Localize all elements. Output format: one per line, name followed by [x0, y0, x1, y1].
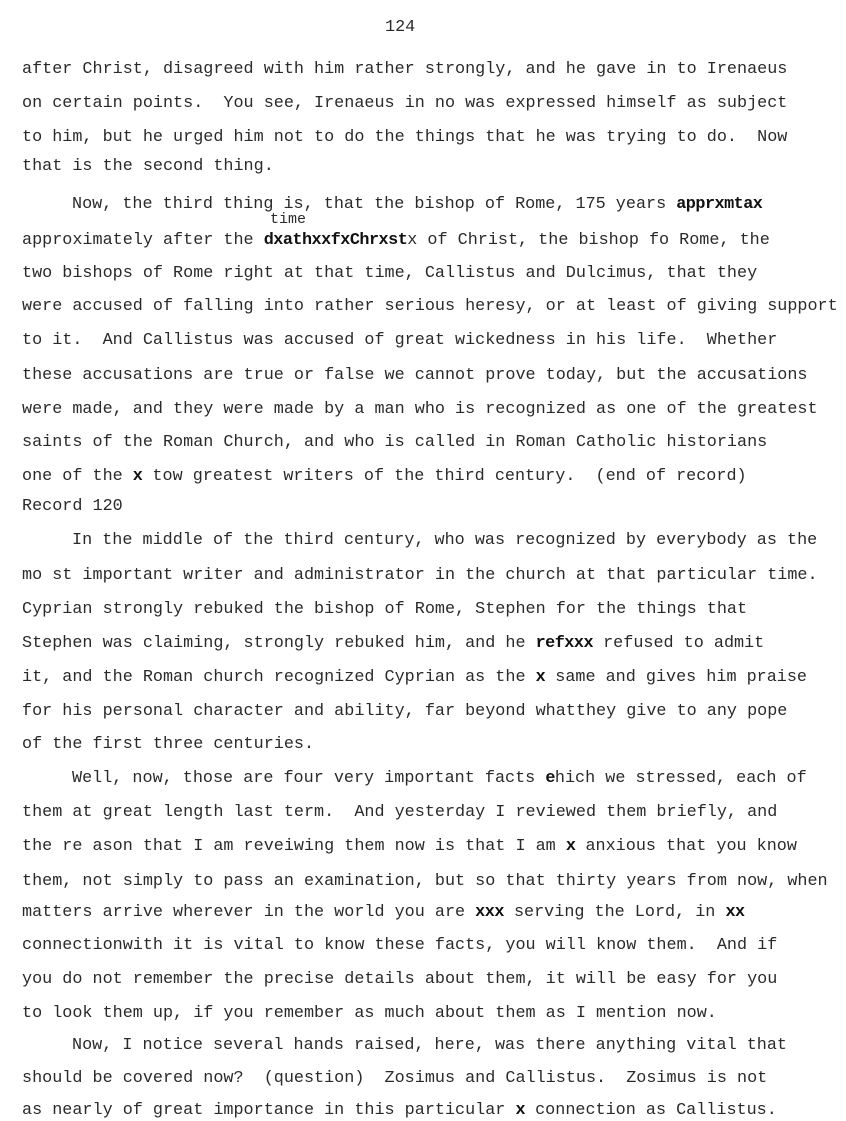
text-line [22, 872, 828, 892]
text-segment: to him, but he urged him not to do the things that he was trying to do. Now [22, 128, 788, 147]
text-segment: tow greatest writers of the third century. (end of record) [142, 467, 747, 486]
text-line [22, 231, 770, 251]
overstruck-text: xxx [475, 903, 504, 922]
text-segment: Well, now, those are four very important facts [72, 769, 546, 788]
text-segment: as nearly of great importance in this particular [22, 1101, 516, 1120]
text-segment: them at great length last term. And yesterday I reviewed them briefly, and [22, 803, 778, 822]
text-segment: it, and the Roman church recognized Cyprian as the [22, 668, 536, 687]
text-segment: to look them up, if you remember as much about them as I mention now. [22, 1004, 717, 1023]
text-segment: to it. And Callistus was accused of great wickedness in his life. Whether [22, 331, 778, 350]
text-line [22, 331, 777, 351]
text-line [22, 1069, 767, 1089]
text-segment: saints of the Roman Church, and who is called in Roman Catholic historians [22, 433, 768, 452]
text-segment: serving the Lord, in [503, 903, 726, 922]
text-segment: were made, and they were made by a man who is recognized as one of the greatest [22, 400, 818, 419]
text-segment: hich we stressed, each of [554, 769, 807, 788]
text-segment: on certain points. You see, Irenaeus in no was expressed himself as subject [22, 94, 788, 113]
page-number: 124 [385, 18, 416, 37]
text-segment: you do not remember the precise details about them, it will be easy for you [22, 970, 778, 989]
text-line [22, 400, 818, 420]
text-line [22, 936, 777, 956]
overstruck-text: x [535, 668, 546, 687]
text-line [22, 1101, 777, 1121]
text-segment: should be covered now? (question) Zosimus and Callistus. Zosimus is not [22, 1069, 768, 1088]
text-line [22, 566, 818, 586]
text-line [22, 903, 745, 923]
text-line [72, 531, 817, 551]
text-segment: x of Christ, the bishop fo Rome, the [407, 231, 770, 250]
text-line [22, 970, 777, 990]
text-line [72, 1036, 787, 1056]
text-line [22, 668, 807, 688]
text-segment: two bishops of Rome right at that time, Callistus and Dulcimus, that they [22, 264, 758, 283]
text-line [72, 195, 762, 215]
text-line [22, 837, 797, 857]
overstruck-text: dxathxxfxChrxst [263, 231, 408, 250]
text-line [22, 366, 808, 386]
text-segment: were accused of falling into rather serious heresy, or at least of giving support [22, 297, 838, 316]
text-line [22, 128, 787, 148]
text-segment: mo st important writer and administrator in the church at that particular time. [22, 566, 818, 585]
text-line [72, 769, 807, 789]
text-line [22, 433, 767, 453]
text-segment: refused to admit [593, 634, 765, 653]
interlinear-insertion: time [270, 211, 307, 228]
text-segment: one of the [22, 467, 133, 486]
text-line [22, 297, 838, 317]
text-segment: them, not simply to pass an examination, but so that thirty years from now, when [22, 872, 828, 891]
overstruck-text: e [545, 769, 555, 788]
text-line [22, 94, 787, 114]
text-segment: In the middle of the third century, who was recognized by everybody as the [72, 531, 818, 550]
text-line [22, 803, 777, 823]
text-line [22, 467, 747, 487]
text-segment: these accusations are true or false we cannot prove today, but the accusations [22, 366, 808, 385]
text-segment: matters arrive wherever in the world you are [22, 903, 476, 922]
text-line [22, 634, 764, 654]
text-segment: connectionwith it is vital to know these facts, you will know them. And if [22, 936, 778, 955]
text-line [22, 735, 314, 755]
text-segment: of the first three centuries. [22, 735, 315, 754]
overstruck-text: xx [725, 903, 745, 922]
text-segment: after Christ, disagreed with him rather strongly, and he gave in to Irenaeus [22, 60, 788, 79]
text-segment: that is the second thing. [22, 157, 274, 176]
overstruck-text: apprxmtax [676, 195, 763, 214]
text-segment: connection as Callistus. [525, 1101, 777, 1120]
text-segment: anxious that you know [575, 837, 797, 856]
text-segment: for his personal character and ability, far beyond whatthey give to any pope [22, 702, 788, 721]
overstruck-text: x [515, 1101, 526, 1120]
overstruck-text: refxxx [535, 634, 594, 653]
text-line [22, 600, 747, 620]
overstruck-text: x [565, 837, 576, 856]
text-segment: approximately after the [22, 231, 264, 250]
text-line [22, 1004, 717, 1024]
text-segment: Now, the third thing is, that the bishop of Rome, 175 years [72, 195, 677, 214]
text-line [22, 60, 787, 80]
text-line [22, 157, 274, 177]
text-segment: Now, I notice several hands raised, here, was there anything vital that [72, 1036, 787, 1055]
text-line [22, 702, 787, 722]
text-segment: Cyprian strongly rebuked the bishop of Rome, Stephen for the things that [22, 600, 748, 619]
text-segment: same and gives him praise [545, 668, 808, 687]
text-segment: Record 120 [22, 497, 123, 516]
text-segment: the re ason that I am reveiwing them now is that I am [22, 837, 566, 856]
text-line [22, 264, 757, 284]
overstruck-text: x [132, 467, 143, 486]
text-line [22, 497, 123, 517]
text-segment: Stephen was claiming, strongly rebuked him, and he [22, 634, 536, 653]
